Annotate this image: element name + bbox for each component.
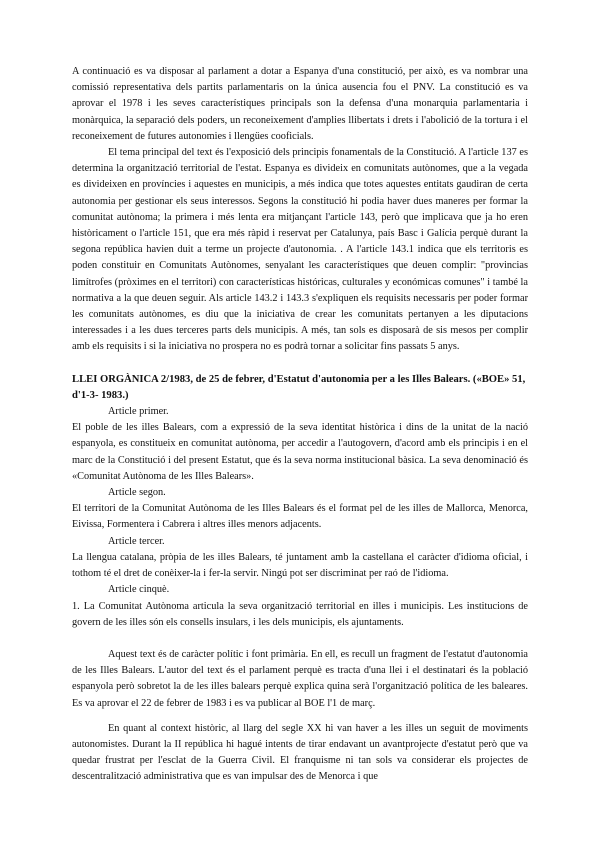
article-3-label: Article tercer. [108,535,165,547]
article-2-label: Article segon. [108,487,166,499]
article-1-text: El poble de les illes Balears, com a expressió de la seva identitat històrica i dins de la unitat de la nació espanyola, es constitueix en comunitat autònoma, per accedir a l'autogovern, d'acord amb els principis i en el marc de la Constitució i del present Estatut, que és la seva norma institucional bàsica. La seva denominació és «Comunitat Autònoma de les Illes Balears». [72,422,528,482]
article-5-text: 1. La Comunitat Autònoma articula la seva organització territorial en illes i municipis. Les institucions de govern de les illes són els consells insulars, i les dels municipis, els ajuntaments. [72,600,528,628]
spacer [72,356,528,372]
spacer [72,712,528,721]
intro-paragraph-1: A continuació es va disposar al parlament a dotar a Espanya d'una constitució, per això, es va nombrar una comissió representativa dels partits parlamentaris on la única ausencia fou el PNV. La constitució es va aprovar el 1978 i les seves característiques principals son la defensa d'una monarquia parlamentaria i monàrquica, la separació dels poders, un reconeixement d'amplies llibertats i drets i l'abolició de la tortura i el reconeixement de futures autonomies i llengües cooficials. [72,66,528,142]
law-heading: LLEI ORGÀNICA 2/1983, de 25 de febrer, d'Estatut d'autonomia per a les Illes Balears. («BOE» 51, d'1-3- 1983.) [72,373,526,401]
article-2-text: El territori de la Comunitat Autònoma de les Illes Balears és el format pel de les illes de Mallorca, Menorca, Eivissa, Formentera i Cabrera i altres illes menors adjacents. [72,503,528,531]
analysis-paragraph-1: Aquest text és de caràcter polític i font primària. En ell, es recull un fragment de l'estatut d'autonomia de les Illes Balears. L'autor del text és el parlament perquè es tracta d'una llei i el destinatari és la població espanyola però sobretot la de les illes balears perquè explica quina serà l'organització política de les baleares. Es va aprovar el 22 de febrer de 1983 i es va publicar al BOE l'1 de març. [72,648,528,709]
analysis-paragraph-2: En quant al context històric, al llarg del segle XX hi van haver a les illes un seguit de moviments autonomistes. Durant la II república hi hagué intents de tirar endavant un avantprojecte d'estatut però que va quedar frustrat per l'esclat de la Guerra Civil. El franquisme ni tan sols va considerar els projectes de descentralització administrativa que es van impulsar des de Menorca i que [72,722,528,783]
article-1-label: Article primer. [108,406,169,418]
article-5-label: Article cinquè. [108,584,170,596]
document-page [72,64,528,786]
spacer [72,631,528,647]
article-3-text: La llengua catalana, pròpia de les illes Balears, té juntament amb la castellana el caràcter d'idioma oficial, i tothom té el dret de conèixer-la i fer-la servir. Ningú pot ser discriminat per raó de l'idioma. [72,551,528,580]
intro-paragraph-2: El tema principal del text és l'exposició dels principis fonamentals de la Constitució. A l'article 137 es determina la organització territorial de l'estat. Espanya es divideix en comunitats autònomes, que a la vegada es divideixen en províncies i aquestes en municipis, a més indica que totes aquestes entitats gaudiran de certa autonomia per gestionar els seus interessos. Segons la constitució hi podia haver dues maneres per formar la comunitat autònoma; la primera i més lenta era mitjançant l'article 143, però que implicava que ja ho eren històricament o l'article 151, que era més ràpid i reservat per Catalunya, país Basc i Galícia perquè durant la segona república havien duit a terme un projecte d'autonomia. . A l'article 143.1 indica que els territoris es poden constituir en Comunitats Autònomes, senyalant les característiques que deuen complir: "provincias limítrofes (pròximes en el territori) con características históricas, culturales y económicas comunes" i també la normativa a la que deuen seguir. Als article 143.2 i 143.3 s'expliquen els requisits necessaris per poder formar les comunitats autònomes, es diu que la iniciativa de crear les comunitats pertanyen a les diputacions interessades i a les dues terceres parts dels municipis. A més, tan sols es disposarà de sis mesos per complir amb els requisits i si la iniciativa no prospera no es podrà tornar a solicitar fins passats 5 anys. [72,147,528,353]
